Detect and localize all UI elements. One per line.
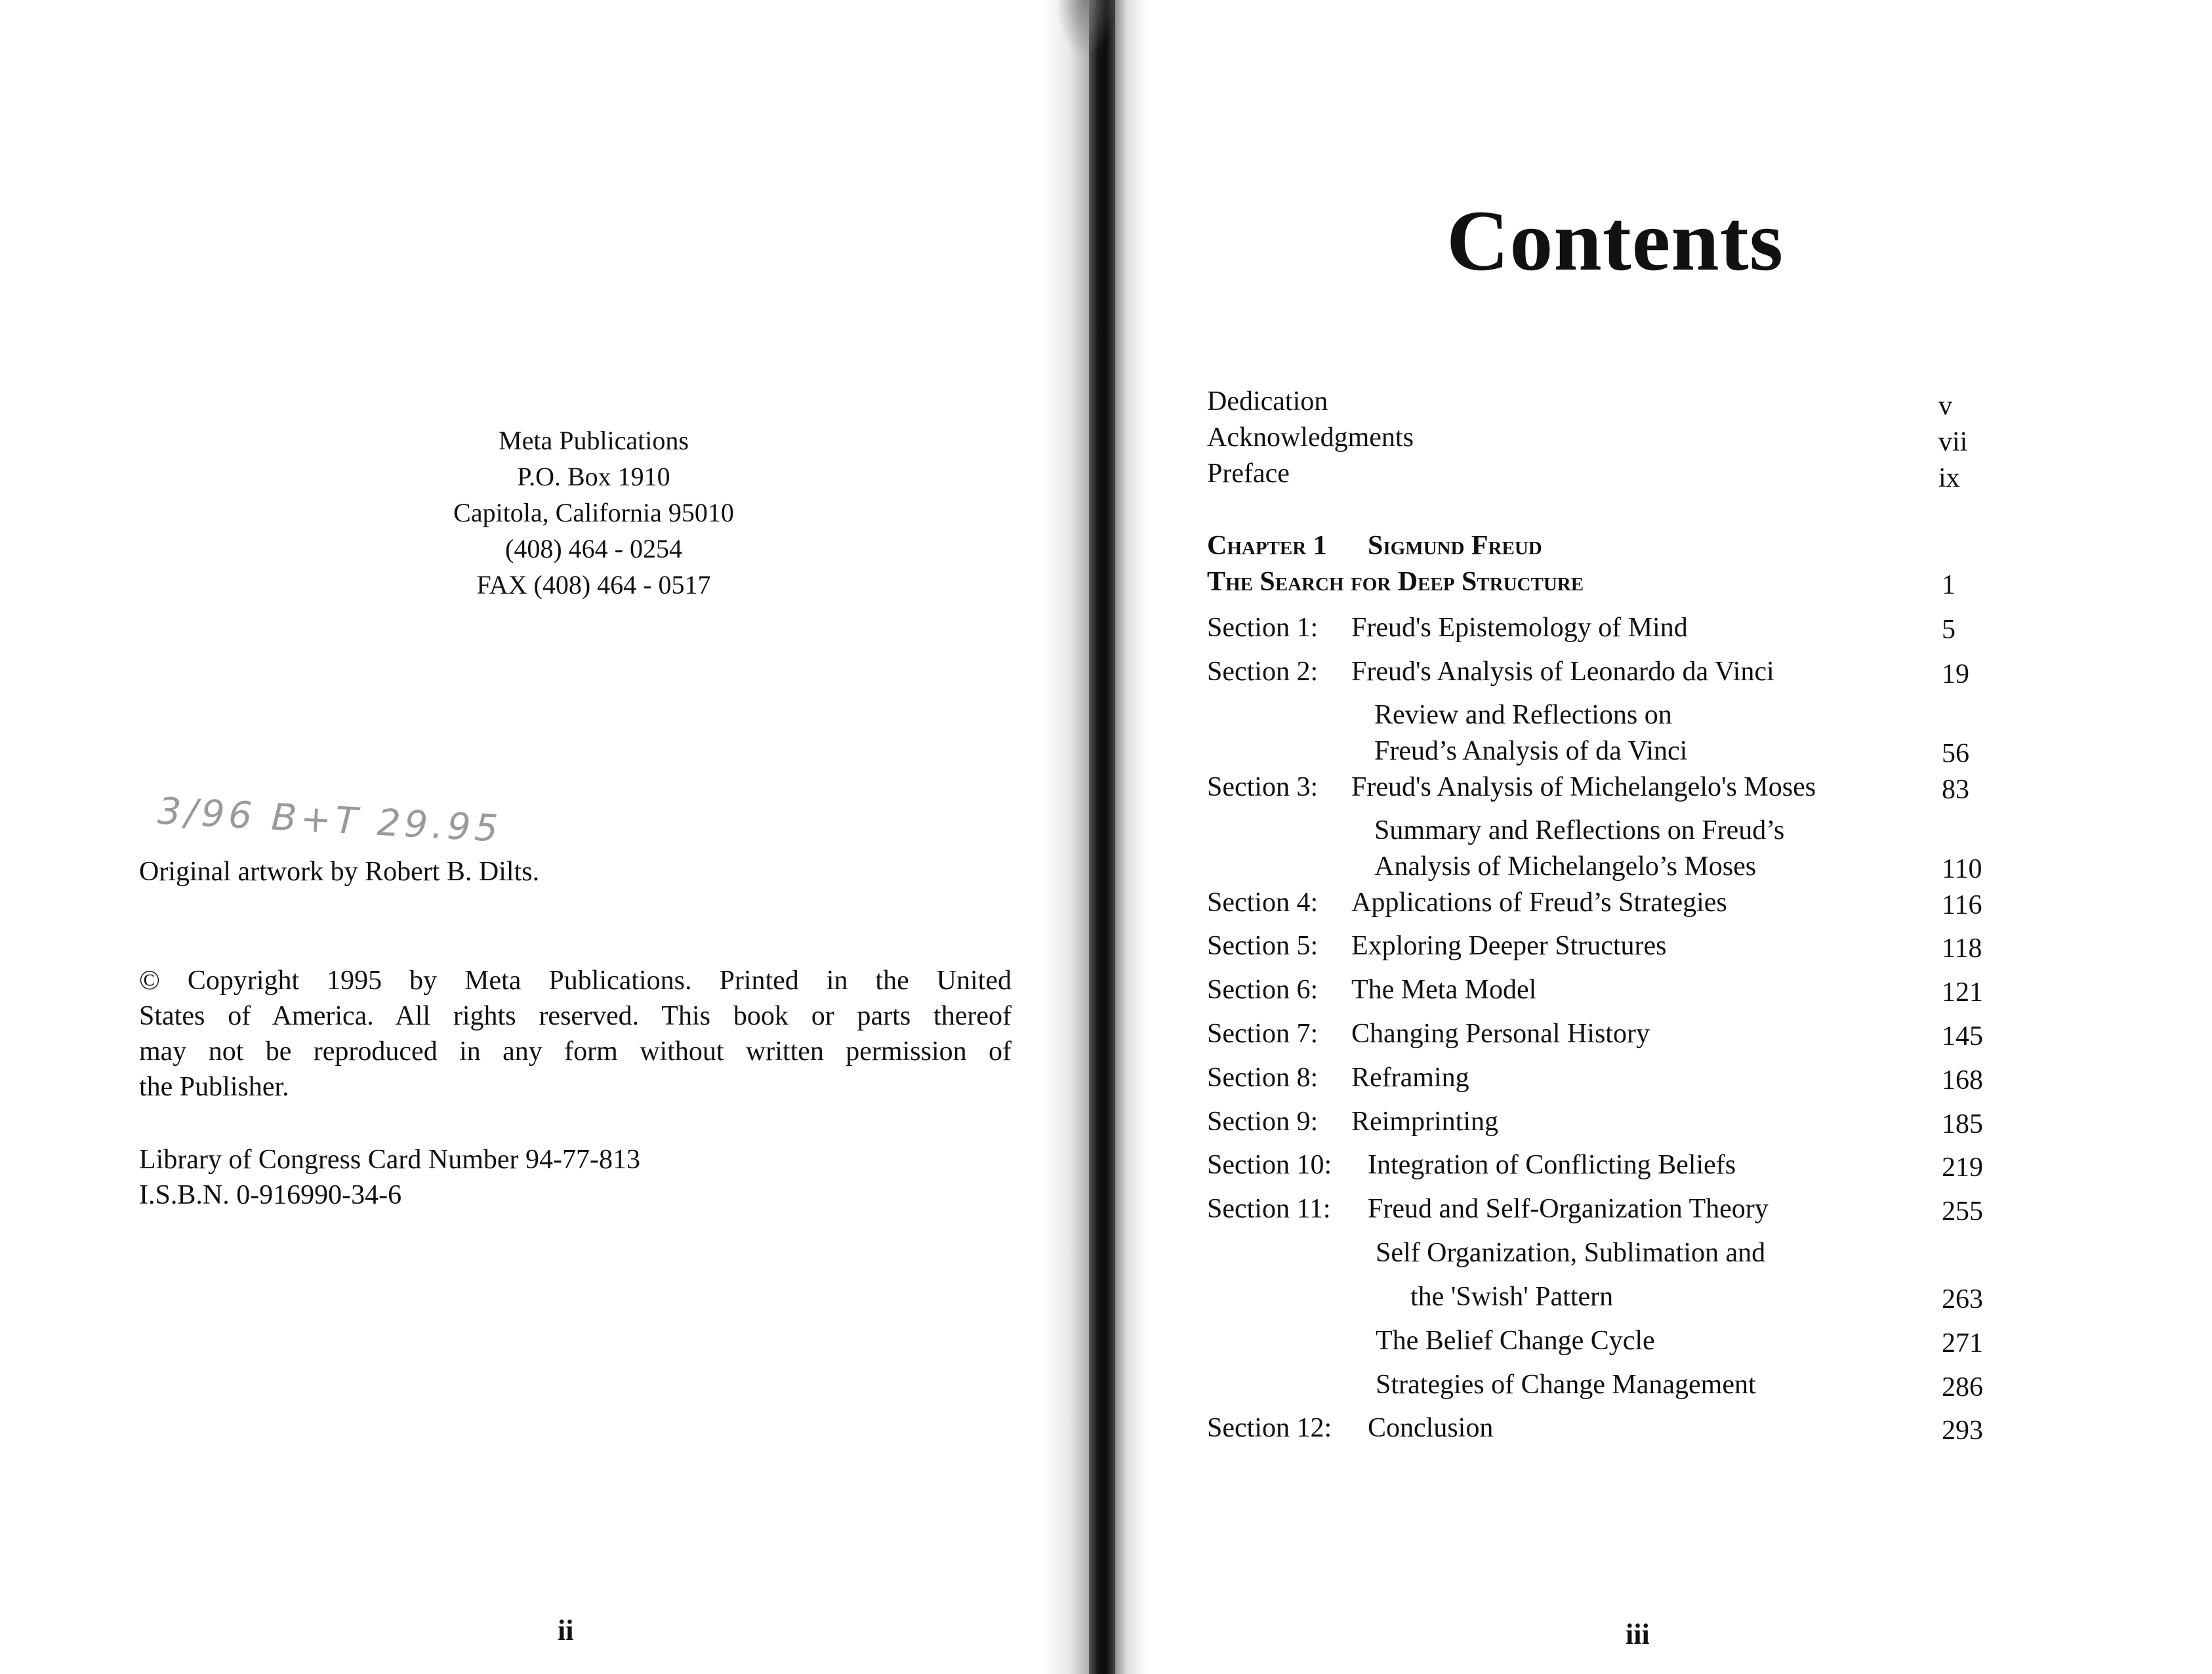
section-label: Section 3: xyxy=(1207,772,1319,802)
chapter-subtitle: The Search for Deep Structure xyxy=(1207,567,1584,597)
toc-page-number: 121 xyxy=(1942,977,1983,1008)
toc-page-number: v xyxy=(1938,391,1952,421)
publisher-name: Meta Publications xyxy=(499,426,689,455)
subsection-title: Summary and Reflections on Freud’s xyxy=(1374,815,1785,846)
toc-page-number: 110 xyxy=(1942,854,1982,884)
subsection-title: Analysis of Michelangelo’s Moses xyxy=(1374,851,1757,882)
book-spine xyxy=(1089,0,1115,1674)
section-title: Freud's Analysis of Leonardo da Vinci xyxy=(1351,657,1774,687)
chapter-label: Chapter 1 xyxy=(1207,531,1327,561)
copyright-line: may not be reproduced in any form without written permission of xyxy=(139,1036,1012,1067)
publisher-phone: (408) 464 - 0254 xyxy=(505,534,682,563)
toc-page-number: 116 xyxy=(1942,890,1982,920)
section-label: Section 7: xyxy=(1207,1019,1319,1049)
page-number-right: iii xyxy=(1626,1618,1650,1650)
section-title: Freud's Analysis of Michelangelo's Moses xyxy=(1351,772,1816,802)
toc-page-number: 286 xyxy=(1942,1372,1983,1402)
copyright-line: States of America. All rights reserved. This book or parts thereof xyxy=(139,1001,1012,1031)
subsection-title: Strategies of Change Management xyxy=(1376,1370,1756,1400)
toc-page-number: vii xyxy=(1938,427,1968,457)
section-label: Section 8: xyxy=(1207,1063,1319,1093)
toc-page-number: 145 xyxy=(1942,1021,1983,1051)
chapter-name: Sigmund Freud xyxy=(1368,531,1542,561)
toc-entry-title: Acknowledgments xyxy=(1207,422,1414,453)
artwork-credit: Original artwork by Robert B. Dilts. xyxy=(139,857,540,887)
section-label: Section 6: xyxy=(1207,975,1319,1005)
section-title: Integration of Conflicting Beliefs xyxy=(1368,1150,1736,1180)
toc-page-number: 263 xyxy=(1942,1284,1983,1315)
toc-entry-title: Preface xyxy=(1207,459,1290,489)
library-of-congress-number: Library of Congress Card Number 94-77-813 xyxy=(139,1145,640,1175)
isbn: I.S.B.N. 0-916990-34-6 xyxy=(139,1180,402,1210)
section-title: Applications of Freud’s Strategies xyxy=(1351,888,1727,918)
copyright-notice xyxy=(139,963,1012,1105)
toc-page-number: 168 xyxy=(1942,1065,1983,1095)
subsection-title: Freud’s Analysis of da Vinci xyxy=(1374,736,1688,766)
page-title: Contents xyxy=(1446,192,1784,289)
subsection-title: the 'Swish' Pattern xyxy=(1410,1282,1614,1312)
toc-page-number: 1 xyxy=(1942,570,1956,600)
toc-page-number: 83 xyxy=(1942,775,1969,805)
subsection-title: The Belief Change Cycle xyxy=(1376,1326,1655,1356)
toc-page-number: 19 xyxy=(1942,659,1969,689)
section-title: Conclusion xyxy=(1368,1413,1494,1443)
toc-entry-title: Dedication xyxy=(1207,386,1328,417)
copyright-line: the Publisher. xyxy=(139,1072,289,1102)
toc-page-number: 271 xyxy=(1942,1328,1983,1358)
toc-page-number: ix xyxy=(1938,463,1960,493)
section-title: Reframing xyxy=(1351,1063,1469,1093)
publisher-fax: FAX (408) 464 - 0517 xyxy=(476,570,711,600)
section-label: Section 11: xyxy=(1207,1194,1331,1224)
section-title: Freud and Self-Organization Theory xyxy=(1368,1194,1769,1224)
publisher-city: Capitola, California 95010 xyxy=(453,498,734,527)
toc-page-number: 219 xyxy=(1942,1153,1983,1183)
section-label: Section 9: xyxy=(1207,1107,1319,1137)
section-title: Freud's Epistemology of Mind xyxy=(1351,613,1688,643)
section-label: Section 10: xyxy=(1207,1150,1332,1180)
toc-page-number: 255 xyxy=(1942,1196,1983,1227)
spine-top-shading xyxy=(1056,0,1115,59)
section-title: The Meta Model xyxy=(1351,975,1537,1005)
section-label: Section 5: xyxy=(1207,931,1319,961)
section-title: Changing Personal History xyxy=(1351,1019,1650,1049)
subsection-title: Self Organization, Sublimation and xyxy=(1376,1238,1766,1268)
section-label: Section 2: xyxy=(1207,657,1319,687)
toc-page-number: 185 xyxy=(1942,1109,1983,1139)
copyright-line: © Copyright 1995 by Meta Publications. Printed in the United xyxy=(139,966,1012,996)
section-title: Reimprinting xyxy=(1351,1107,1498,1137)
toc-page-number: 118 xyxy=(1942,933,1982,964)
subsection-title: Review and Reflections on xyxy=(1374,700,1672,730)
section-label: Section 12: xyxy=(1207,1413,1332,1443)
handwritten-price-note: 3/96 B+T 29.95 xyxy=(156,790,503,851)
section-label: Section 4: xyxy=(1207,888,1319,918)
toc-page-number: 5 xyxy=(1942,615,1956,645)
section-title: Exploring Deeper Structures xyxy=(1351,931,1667,961)
toc-page-number: 56 xyxy=(1942,739,1969,769)
page-number-left: ii xyxy=(558,1614,574,1646)
toc-page-number: 293 xyxy=(1942,1416,1983,1446)
publisher-po-box: P.O. Box 1910 xyxy=(517,462,670,491)
section-label: Section 1: xyxy=(1207,613,1319,643)
